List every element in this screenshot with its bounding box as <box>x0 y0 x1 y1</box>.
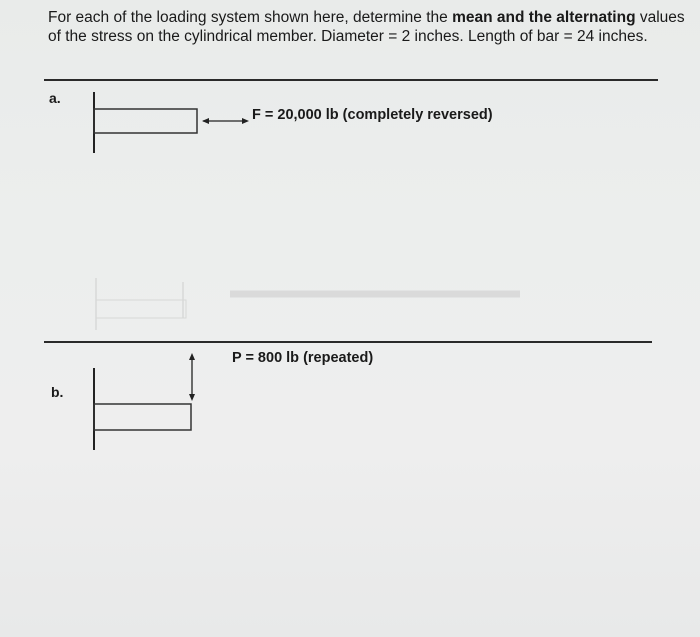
part-b-bar <box>94 404 191 430</box>
part-b-arrow-head-down <box>189 394 195 401</box>
part-a-load-label: F = 20,000 lb (completely reversed) <box>252 107 493 123</box>
part-b-arrow-head-up <box>189 353 195 360</box>
part-b-load-label: P = 800 lb (repeated) <box>232 350 374 366</box>
problem-emphasis: mean and the alternating <box>452 9 636 26</box>
part-b-label: b. <box>51 384 64 400</box>
problem-intro: For each of the loading system shown here, determine the <box>48 9 453 26</box>
problem-rest: values of the stress on the cylindrical member. Diameter = 2 inches. Length of bar = 24 inches. <box>48 9 685 45</box>
part-a-label: a. <box>49 90 61 106</box>
